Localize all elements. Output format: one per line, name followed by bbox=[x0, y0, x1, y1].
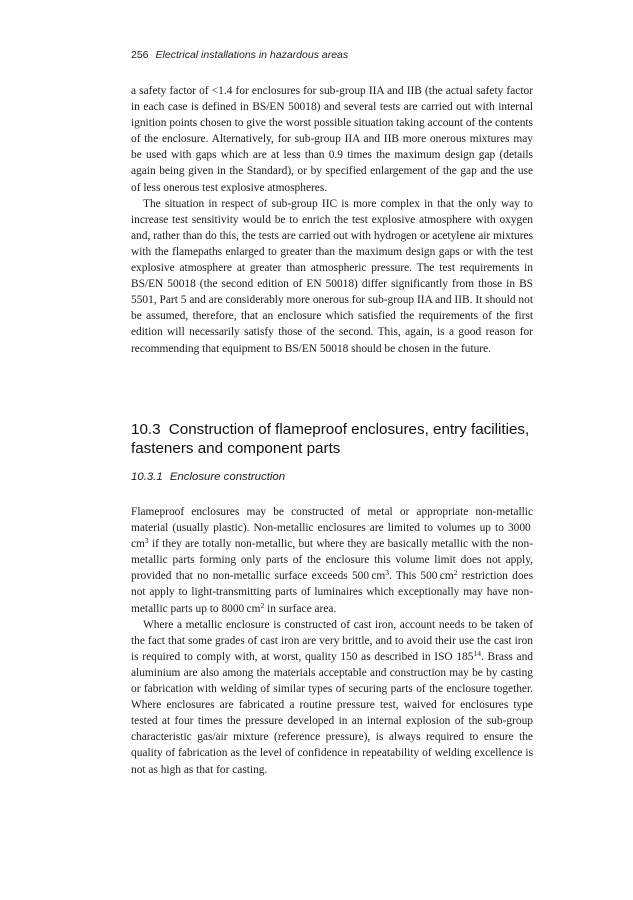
text-run: restriction does not apply to light-transmitting parts of luminaires which exceptionally may have non-metallic parts up to 8000 cm bbox=[131, 570, 533, 615]
text-run: Where a metallic enclosure is constructed of cast iron, account needs to be taken of the fact that some grades of cast iron are very brittle, and to avoid their use the cast iron is required to comply with, at worst, quality 150 as described in ISO 185 bbox=[131, 618, 533, 663]
text-run: . Brass and aluminium are also among the materials acceptable and construction may be by casting or fabrication with welding of similar types of securing parts of the enclosure together. Where enclosures are fabricated a routine pressure test, waived for enclosures type tested at four times the pressure developed in an internal explosion of the sub-group characteristic gas/air mixture (reference pressure), is always required to ensure the quality of fabrication as the level of confidence in repeatability of welding excellence is not as high as that for casting. bbox=[131, 650, 533, 776]
page-number: 256 bbox=[131, 49, 149, 61]
paragraph bbox=[131, 617, 533, 778]
section-heading bbox=[131, 420, 541, 458]
superscript: 3 bbox=[144, 536, 149, 546]
subsection-heading bbox=[131, 471, 285, 483]
continued-text-block bbox=[131, 83, 533, 357]
superscript: 2 bbox=[453, 568, 458, 578]
section-title: Construction of flameproof enclosures, entry facilities, fasteners and component parts bbox=[131, 421, 530, 457]
text-run: in surface area. bbox=[264, 602, 337, 615]
running-head-title: Electrical installations in hazardous areas bbox=[155, 49, 349, 61]
footnote-reference: 14 bbox=[473, 648, 481, 658]
superscript: 2 bbox=[260, 600, 265, 610]
paragraph bbox=[131, 504, 533, 617]
paragraph: a safety factor of <1.4 for enclosures for sub-group IIA and IIB (the actual safety factor in each case is defined in BS/EN 50018) and several tests are carried out with internal ignition points chosen to give the worst possible situation taking account of the contents of the enclosure. Alternatively, for sub-group IIA and IIB more onerous mixtures may be used with gaps which are at less than 0.9 times the maximum design gap (details again being given in the Standard), or by specified enlargement of the gap and the use of less onerous test explosive atmospheres. bbox=[131, 85, 533, 194]
running-head bbox=[131, 49, 348, 61]
paragraph: The situation in respect of sub-group IIC is more complex in that the only way to increase test sensitivity would be to enrich the test explosive atmosphere with oxygen and, rather than do this, the tests are carried out with hydrogen or acetylene air mixtures with the flamepaths enlarged to greater than the maximum design gaps or with the test explosive atmosphere at greater than atmospheric pressure. The test requirements in BS/EN 50018 (the second edition of EN 50018) differ significantly from those in BS 5501, Part 5 and are considerably more onerous for sub-group IIA and IIB. It should not be assumed, therefore, that an enclosure which satisfied the requirements of the first edition will necessarily satisfy those of the second. This, again, is a good reason for recommending that equipment to BS/EN 50018 should be chosen in the future. bbox=[131, 197, 533, 355]
section-number: 10.3 bbox=[131, 421, 161, 438]
text-run: . This 500 cm bbox=[389, 570, 454, 583]
superscript: 3 bbox=[385, 568, 389, 578]
text-run: Flameproof enclosures may be constructed of metal or appropriate non-metallic material (usually plastic). Non-metallic enclosures are limited to volumes up to 3000 cm bbox=[131, 506, 533, 551]
section-text-block bbox=[131, 504, 533, 778]
subsection-title: Enclosure construction bbox=[169, 471, 286, 483]
text-run: if they are totally non-metallic, but where they are basically metallic with the non-metallic parts forming only parts of the enclosure this volume limit does not apply, provided that no non-metallic surface exceeds 500 cm bbox=[131, 538, 533, 583]
subsection-number: 10.3.1 bbox=[131, 471, 163, 483]
